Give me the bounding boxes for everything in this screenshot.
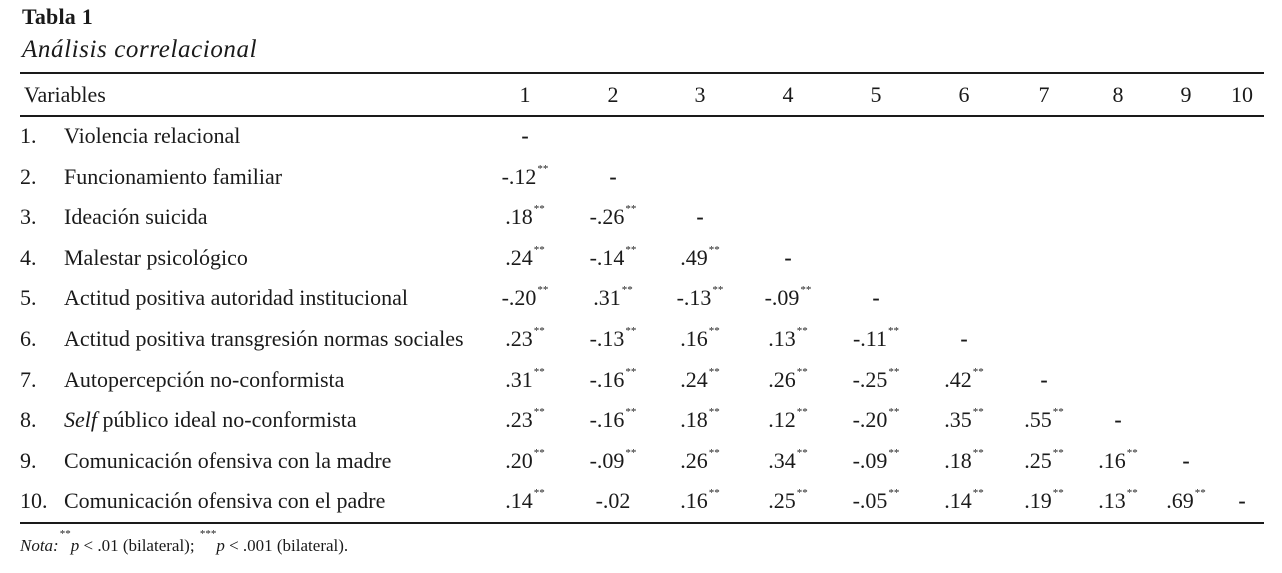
row-number: 10. xyxy=(20,488,48,514)
row-number: 1. xyxy=(20,123,37,148)
correlation-cell xyxy=(578,238,648,278)
correlation-value: - xyxy=(1040,366,1048,392)
correlation-value: -.25 xyxy=(852,366,888,392)
correlation-value: .18 xyxy=(680,407,708,433)
correlation-value: -.05 xyxy=(852,488,888,514)
significance-mark: ** xyxy=(1194,487,1206,500)
significance-mark: ** xyxy=(1052,406,1064,419)
significance-mark: ** xyxy=(972,446,984,459)
correlation-value: .31 xyxy=(505,366,533,392)
correlation-cell xyxy=(1151,441,1221,481)
correlation-cell xyxy=(578,197,648,237)
note-p-1: p xyxy=(70,536,80,555)
significance-mark: ** xyxy=(625,325,637,337)
variables-header: Variables xyxy=(24,82,106,107)
variable-name-italic: Self xyxy=(64,407,97,433)
correlation-cell xyxy=(1207,481,1277,521)
correlation-cell xyxy=(490,116,560,156)
table-row xyxy=(0,441,1282,481)
significance-mark: ** xyxy=(796,446,808,459)
variable-name xyxy=(64,319,464,359)
correlation-value: -.13 xyxy=(589,326,625,351)
column-header-3: 3 xyxy=(694,82,706,107)
table-row xyxy=(0,400,1282,440)
correlation-cell xyxy=(929,481,999,521)
significance-mark: ** xyxy=(712,284,724,297)
correlation-cell xyxy=(841,441,911,481)
significance-mark: ** xyxy=(796,325,808,337)
variable-name-text: Autopercepción no-conformista xyxy=(64,366,345,392)
correlation-cell xyxy=(753,400,823,440)
correlation-cell xyxy=(665,278,735,318)
significance-mark: ** xyxy=(800,284,812,297)
significance-mark: ** xyxy=(621,284,633,297)
table-row xyxy=(0,319,1282,359)
correlation-value: .19 xyxy=(1024,488,1052,514)
table-note xyxy=(20,528,349,556)
correlation-value: -.09 xyxy=(589,447,625,473)
significance-mark: ** xyxy=(625,446,637,459)
correlation-value: - xyxy=(521,123,529,148)
significance-mark: ** xyxy=(533,365,545,378)
variable-name-text: Actitud positiva autoridad institucional xyxy=(64,285,408,311)
correlation-cell xyxy=(665,400,735,440)
correlation-cell xyxy=(578,157,648,197)
correlation-cell xyxy=(665,319,735,359)
significance-mark: ** xyxy=(708,487,720,500)
table-row xyxy=(0,481,1282,521)
table-row xyxy=(0,116,1282,156)
row-number: 5. xyxy=(20,285,37,311)
correlation-cell xyxy=(578,400,648,440)
column-header-1: 1 xyxy=(519,82,531,107)
correlation-value: .26 xyxy=(680,447,708,473)
correlation-value: - xyxy=(609,163,617,189)
significance-mark: ** xyxy=(533,243,545,256)
correlation-value: -.20 xyxy=(852,407,888,433)
correlation-cell xyxy=(490,157,560,197)
significance-mark: ** xyxy=(533,325,545,337)
correlation-value: .34 xyxy=(768,447,796,473)
correlation-cell xyxy=(841,319,911,359)
significance-mark: ** xyxy=(625,203,637,216)
significance-mark: ** xyxy=(533,406,545,419)
variable-name-text: Actitud positiva transgresión normas sociales xyxy=(64,326,464,351)
note-text-1: < .01 (bilateral); xyxy=(79,536,199,555)
significance-mark: ** xyxy=(888,446,900,459)
significance-mark: ** xyxy=(888,365,900,378)
note-sup-1: ** xyxy=(59,528,71,540)
significance-mark: ** xyxy=(708,446,720,459)
correlation-value: .55 xyxy=(1024,407,1052,433)
correlation-cell xyxy=(578,360,648,400)
correlation-value: -.26 xyxy=(589,204,625,230)
significance-mark: ** xyxy=(1126,487,1138,500)
correlation-value: -.09 xyxy=(852,447,888,473)
correlation-cell xyxy=(841,360,911,400)
correlation-cell xyxy=(929,360,999,400)
correlation-cell xyxy=(490,319,560,359)
correlation-cell xyxy=(490,481,560,521)
row-number: 7. xyxy=(20,366,37,392)
correlation-value: .42 xyxy=(944,366,972,392)
variable-name-text: Funcionamiento familiar xyxy=(64,163,283,189)
correlation-value: - xyxy=(872,285,880,311)
correlation-value: .25 xyxy=(768,488,796,514)
correlation-cell xyxy=(665,441,735,481)
correlation-value: .13 xyxy=(768,326,796,351)
correlation-cell xyxy=(841,481,911,521)
correlation-value: .24 xyxy=(680,366,708,392)
significance-mark: ** xyxy=(796,365,808,378)
table-row xyxy=(0,278,1282,318)
correlation-value: .16 xyxy=(1098,447,1126,473)
correlation-cell xyxy=(578,319,648,359)
significance-mark: ** xyxy=(972,365,984,378)
table-row xyxy=(0,197,1282,237)
correlation-cell xyxy=(1009,441,1079,481)
correlation-cell xyxy=(490,400,560,440)
note-label: Nota: xyxy=(20,536,59,555)
correlation-value: - xyxy=(1114,407,1122,433)
variable-name-text: Violencia relacional xyxy=(64,123,241,148)
column-header-4: 4 xyxy=(782,82,794,107)
correlation-cell xyxy=(490,278,560,318)
table-header-row xyxy=(0,75,1282,115)
variable-name xyxy=(64,116,240,156)
table-row xyxy=(0,238,1282,278)
significance-mark: ** xyxy=(1052,446,1064,459)
row-number: 8. xyxy=(20,407,37,433)
top-rule xyxy=(20,72,1264,74)
significance-mark: ** xyxy=(533,446,545,459)
correlation-value: .49 xyxy=(680,244,708,270)
variable-name xyxy=(64,360,344,400)
significance-mark: ** xyxy=(888,487,900,500)
correlation-cell xyxy=(578,481,648,521)
correlation-cell xyxy=(1083,400,1153,440)
variable-name xyxy=(64,157,282,197)
correlation-cell xyxy=(578,441,648,481)
row-number: 3. xyxy=(20,204,37,230)
variable-name xyxy=(64,481,385,521)
correlation-value: .25 xyxy=(1024,447,1052,473)
significance-mark: ** xyxy=(888,406,900,419)
correlation-value: .69 xyxy=(1166,488,1194,514)
correlation-value: .14 xyxy=(944,488,972,514)
correlation-cell xyxy=(490,360,560,400)
correlation-value: -.09 xyxy=(764,285,800,311)
correlation-cell xyxy=(665,360,735,400)
correlation-value: - xyxy=(696,204,704,230)
significance-mark: ** xyxy=(708,325,720,337)
correlation-value: -.14 xyxy=(589,244,625,270)
significance-mark: ** xyxy=(796,406,808,419)
correlation-value: .20 xyxy=(505,447,533,473)
significance-mark: ** xyxy=(1052,487,1064,500)
significance-mark: ** xyxy=(708,365,720,378)
correlation-cell xyxy=(490,441,560,481)
significance-mark: ** xyxy=(1126,446,1138,459)
correlation-cell xyxy=(753,278,823,318)
variable-name-text: Comunicación ofensiva con la madre xyxy=(64,447,392,473)
column-header-6: 6 xyxy=(958,82,970,107)
correlation-value: .13 xyxy=(1098,488,1126,514)
column-header-9: 9 xyxy=(1180,82,1192,107)
correlation-cell xyxy=(753,481,823,521)
significance-mark: ** xyxy=(888,325,899,337)
row-number: 6. xyxy=(20,326,37,351)
column-header-5: 5 xyxy=(870,82,882,107)
column-header-7: 7 xyxy=(1038,82,1050,107)
correlation-value: - xyxy=(1238,488,1246,514)
correlation-value: - xyxy=(1182,447,1190,473)
correlation-value: .18 xyxy=(944,447,972,473)
table-subtitle: Análisis correlacional xyxy=(22,36,258,63)
note-text-2: < .001 (bilateral). xyxy=(224,536,349,555)
significance-mark: ** xyxy=(625,243,637,256)
significance-mark: ** xyxy=(625,406,637,419)
significance-mark: ** xyxy=(537,162,549,175)
variable-name-text: Comunicación ofensiva con el padre xyxy=(64,488,386,514)
variable-name-text: público ideal no-conformista xyxy=(97,407,357,433)
correlation-cell xyxy=(841,400,911,440)
correlation-value: .16 xyxy=(680,326,708,351)
column-header-10: 10 xyxy=(1231,82,1253,107)
significance-mark: ** xyxy=(708,406,720,419)
note-p-2: p xyxy=(216,536,225,555)
correlation-cell xyxy=(841,278,911,318)
variable-name xyxy=(64,278,408,318)
table-row xyxy=(0,157,1282,197)
correlation-value: -.11 xyxy=(852,326,887,351)
correlation-cell xyxy=(1083,481,1153,521)
variable-name xyxy=(64,400,357,440)
significance-mark: ** xyxy=(708,243,720,256)
column-header-8: 8 xyxy=(1112,82,1124,107)
correlation-value: .18 xyxy=(505,204,533,230)
correlation-cell xyxy=(753,441,823,481)
variable-name xyxy=(64,238,248,278)
correlation-cell xyxy=(490,197,560,237)
correlation-value: .23 xyxy=(505,407,533,433)
bottom-rule xyxy=(20,522,1264,524)
correlation-value: .26 xyxy=(768,366,796,392)
row-number: 9. xyxy=(20,447,37,473)
correlation-cell xyxy=(753,238,823,278)
correlation-cell xyxy=(665,238,735,278)
correlation-value: -.16 xyxy=(589,407,625,433)
correlation-value: .35 xyxy=(944,407,972,433)
correlation-value: -.02 xyxy=(595,488,631,514)
variable-name-text: Malestar psicológico xyxy=(64,244,248,270)
correlation-value: .24 xyxy=(505,244,533,270)
table-row xyxy=(0,360,1282,400)
correlation-cell xyxy=(578,278,648,318)
correlation-cell xyxy=(665,481,735,521)
correlation-value: -.20 xyxy=(501,285,537,311)
correlation-value: - xyxy=(784,244,792,270)
correlation-cell xyxy=(753,360,823,400)
significance-mark: ** xyxy=(533,203,545,216)
note-sup-2: *** xyxy=(199,528,217,540)
correlation-cell xyxy=(753,319,823,359)
row-number: 4. xyxy=(20,244,37,270)
correlation-cell xyxy=(929,319,999,359)
correlation-value: - xyxy=(960,326,968,351)
correlation-value: .14 xyxy=(505,488,533,514)
column-header-2: 2 xyxy=(607,82,619,107)
correlation-cell xyxy=(490,238,560,278)
correlation-cell xyxy=(929,441,999,481)
significance-mark: ** xyxy=(972,406,984,419)
significance-mark: ** xyxy=(972,487,984,500)
variable-name xyxy=(64,197,208,237)
correlation-cell xyxy=(1009,481,1079,521)
correlation-value: .31 xyxy=(593,285,621,311)
correlation-cell xyxy=(1083,441,1153,481)
variable-name xyxy=(64,441,391,481)
table-title: Tabla 1 xyxy=(22,4,93,29)
row-number: 2. xyxy=(20,163,37,189)
correlation-cell xyxy=(1009,400,1079,440)
significance-mark: ** xyxy=(533,487,545,500)
correlation-cell xyxy=(1009,360,1079,400)
correlation-value: .16 xyxy=(680,488,708,514)
correlation-value: -.12 xyxy=(501,163,537,189)
significance-mark: ** xyxy=(625,365,637,378)
significance-mark: ** xyxy=(537,284,549,297)
correlation-value: -.16 xyxy=(589,366,625,392)
correlation-value: -.13 xyxy=(676,285,712,311)
correlation-value: .12 xyxy=(768,407,796,433)
correlation-cell xyxy=(929,400,999,440)
significance-mark: ** xyxy=(796,487,808,500)
correlation-cell xyxy=(665,197,735,237)
correlation-value: .23 xyxy=(505,326,533,351)
variable-name-text: Ideación suicida xyxy=(64,204,208,230)
